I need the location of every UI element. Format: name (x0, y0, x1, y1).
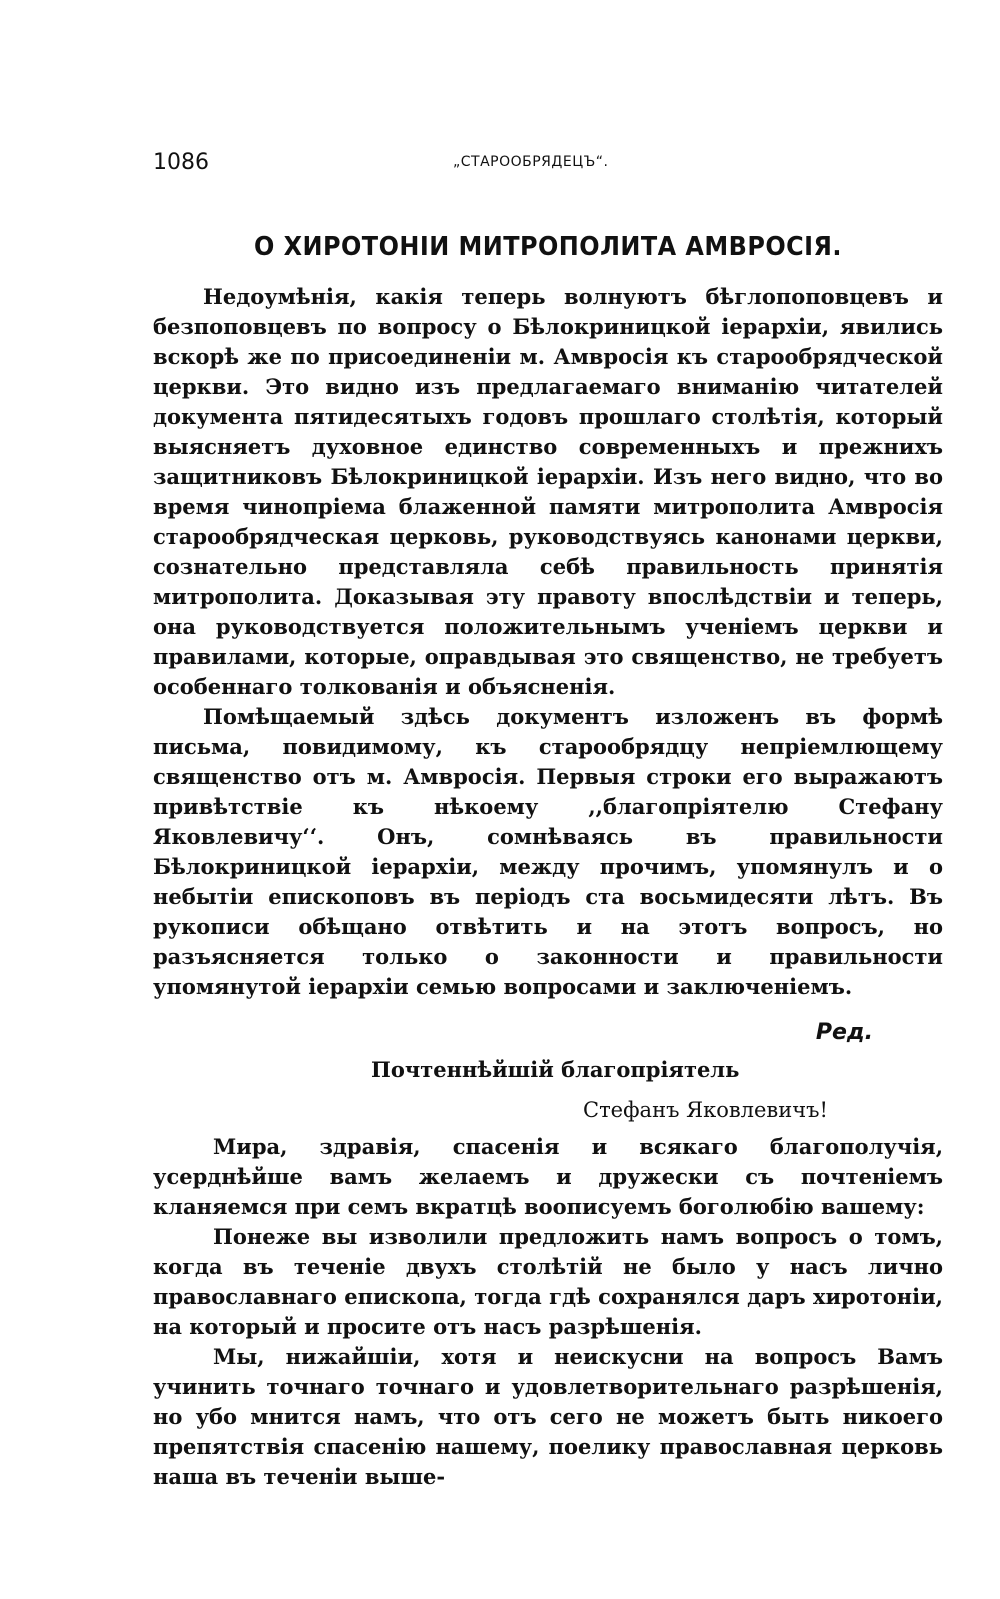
journal-name: „СТАРООБРЯДЕЦЪ“. (453, 154, 609, 170)
book-page (153, 150, 943, 1492)
letter-paragraph-1: Мира, здравія, спасенія и всякаго благополучія, усерднѣйше вамъ желаемъ и дружески съ почтеніемъ кланяемся при семъ вкратцѣ воописуемъ боголюбію вашему: (153, 1134, 943, 1219)
article-title: О ХИРОТОНІИ МИТРОПОЛИТА АМВРОСІЯ. (254, 232, 842, 262)
letter-salutation-line-2: Стефанъ Яковлевичъ! (583, 1098, 828, 1122)
page-number: 1086 (153, 150, 209, 175)
letter-paragraph-2: Понеже вы изволили предложить намъ вопросъ о томъ, когда въ теченіе двухъ столѣтій не было у насъ лично православнаго епископа, тогда гдѣ сохранялся даръ хиротоніи, на который и просите отъ насъ разрѣшенія. (153, 1224, 943, 1339)
letter-paragraph-3: Мы, нижайшіи, хотя и неискусни на вопросъ Вамъ учинить точнаго точнаго и удовлетворительнаго разрѣшенія, но убо мнится намъ, что отъ сего не можетъ быть никоего препятствія спасенію нашему, поелику православная церковь наша въ теченіи выше- (153, 1344, 943, 1489)
letter-salutation-line-1: Почтеннѣйшій благопріятель (371, 1057, 740, 1082)
running-head (153, 150, 943, 182)
intro-paragraph-2: Помѣщаемый здѣсь документъ изложенъ въ формѣ письма, повидимому, къ старообрядцу непріемлющему священство отъ м. Амвросія. Первыя строки его выражаютъ привѣтствіе къ нѣкоему ,,благопріятелю Стефану Яковлевичу‘‘. Онъ, сомнѣваясь въ правильности Бѣлокриницкой іерархіи, между прочимъ, упомянулъ и о небытіи епископовъ въ періодъ ста восьмидесяти лѣтъ. Въ рукописи обѣщано отвѣтить и на этотъ вопросъ, но разъясняется только о законности и правильности упомянутой іерархіи семью вопросами и заключеніемъ. (153, 704, 943, 999)
editor-signature: Ред. (815, 1020, 873, 1045)
intro-paragraph-1: Недоумѣнія, какія теперь волнуютъ бѣглопоповцевъ и безпоповцевъ по вопросу о Бѣлокриницкой іерархіи, явились вскорѣ же по присоединеніи м. Амвросія къ старообрядческой церкви. Это видно изъ предлагаемаго вниманію читателей документа пятидесятыхъ годовъ прошлаго столѣтія, который выясняетъ духовное единство современныхъ и прежнихъ защитниковъ Бѣлокриницкой іерархіи. Изъ него видно, что во время чинопріема блаженной памяти митрополита Амвросія старообрядческая церковь, руководствуясь канонами церкви, сознательно представляла себѣ правильность принятія митрополита. Доказывая эту правоту впослѣдствіи и теперь, она руководствуется положительнымъ ученіемъ церкви и правилами, которые, оправдывая это священство, не требуетъ особеннаго толкованія и объясненія. (153, 284, 943, 699)
